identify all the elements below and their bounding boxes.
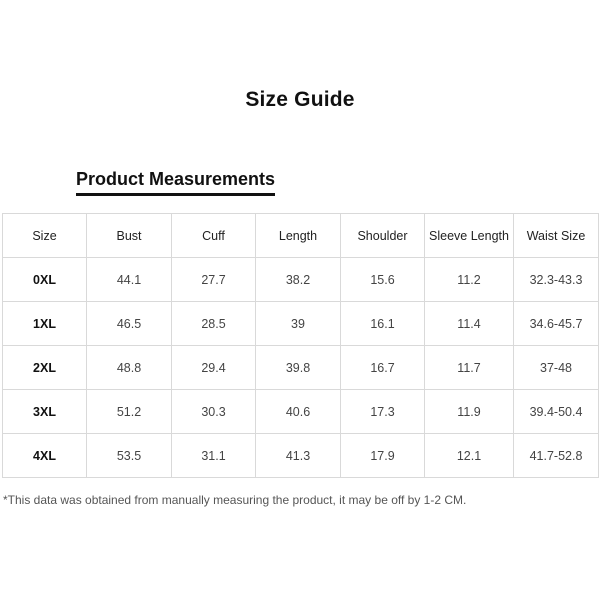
header-shoulder: Shoulder	[341, 214, 425, 258]
cell-bust: 53.5	[87, 434, 172, 478]
header-size: Size	[3, 214, 87, 258]
cell-waist-size: 37-48	[514, 346, 599, 390]
cell-length: 40.6	[256, 390, 341, 434]
cell-length: 39.8	[256, 346, 341, 390]
table-row	[3, 390, 599, 434]
cell-size: 0XL	[3, 258, 87, 302]
cell-sleeve-length: 11.9	[425, 390, 514, 434]
header-bust: Bust	[87, 214, 172, 258]
section-heading: Product Measurements	[76, 168, 275, 196]
section-heading-wrapper	[76, 168, 275, 196]
cell-bust: 51.2	[87, 390, 172, 434]
cell-cuff: 27.7	[172, 258, 256, 302]
measurements-table	[2, 213, 599, 478]
cell-bust: 46.5	[87, 302, 172, 346]
cell-cuff: 29.4	[172, 346, 256, 390]
table-row	[3, 434, 599, 478]
cell-waist-size: 32.3-43.3	[514, 258, 599, 302]
cell-length: 41.3	[256, 434, 341, 478]
cell-waist-size: 34.6-45.7	[514, 302, 599, 346]
table-row	[3, 346, 599, 390]
header-waist-size: Waist Size	[514, 214, 599, 258]
cell-waist-size: 41.7-52.8	[514, 434, 599, 478]
page-title: Size Guide	[245, 88, 355, 111]
cell-size: 1XL	[3, 302, 87, 346]
cell-sleeve-length: 11.7	[425, 346, 514, 390]
cell-cuff: 31.1	[172, 434, 256, 478]
cell-bust: 48.8	[87, 346, 172, 390]
cell-bust: 44.1	[87, 258, 172, 302]
header-length: Length	[256, 214, 341, 258]
header-cuff: Cuff	[172, 214, 256, 258]
table-row	[3, 258, 599, 302]
measurement-disclaimer: *This data was obtained from manually measuring the product, it may be off by 1-2 CM.	[3, 493, 467, 507]
cell-shoulder: 16.1	[341, 302, 425, 346]
cell-sleeve-length: 12.1	[425, 434, 514, 478]
cell-shoulder: 15.6	[341, 258, 425, 302]
cell-shoulder: 17.3	[341, 390, 425, 434]
cell-length: 38.2	[256, 258, 341, 302]
cell-size: 3XL	[3, 390, 87, 434]
cell-sleeve-length: 11.4	[425, 302, 514, 346]
cell-cuff: 28.5	[172, 302, 256, 346]
cell-size: 4XL	[3, 434, 87, 478]
header-sleeve-length: Sleeve Length	[425, 214, 514, 258]
cell-shoulder: 17.9	[341, 434, 425, 478]
cell-cuff: 30.3	[172, 390, 256, 434]
table-header-row	[3, 214, 599, 258]
table-row	[3, 302, 599, 346]
cell-sleeve-length: 11.2	[425, 258, 514, 302]
cell-size: 2XL	[3, 346, 87, 390]
cell-shoulder: 16.7	[341, 346, 425, 390]
cell-length: 39	[256, 302, 341, 346]
cell-waist-size: 39.4-50.4	[514, 390, 599, 434]
